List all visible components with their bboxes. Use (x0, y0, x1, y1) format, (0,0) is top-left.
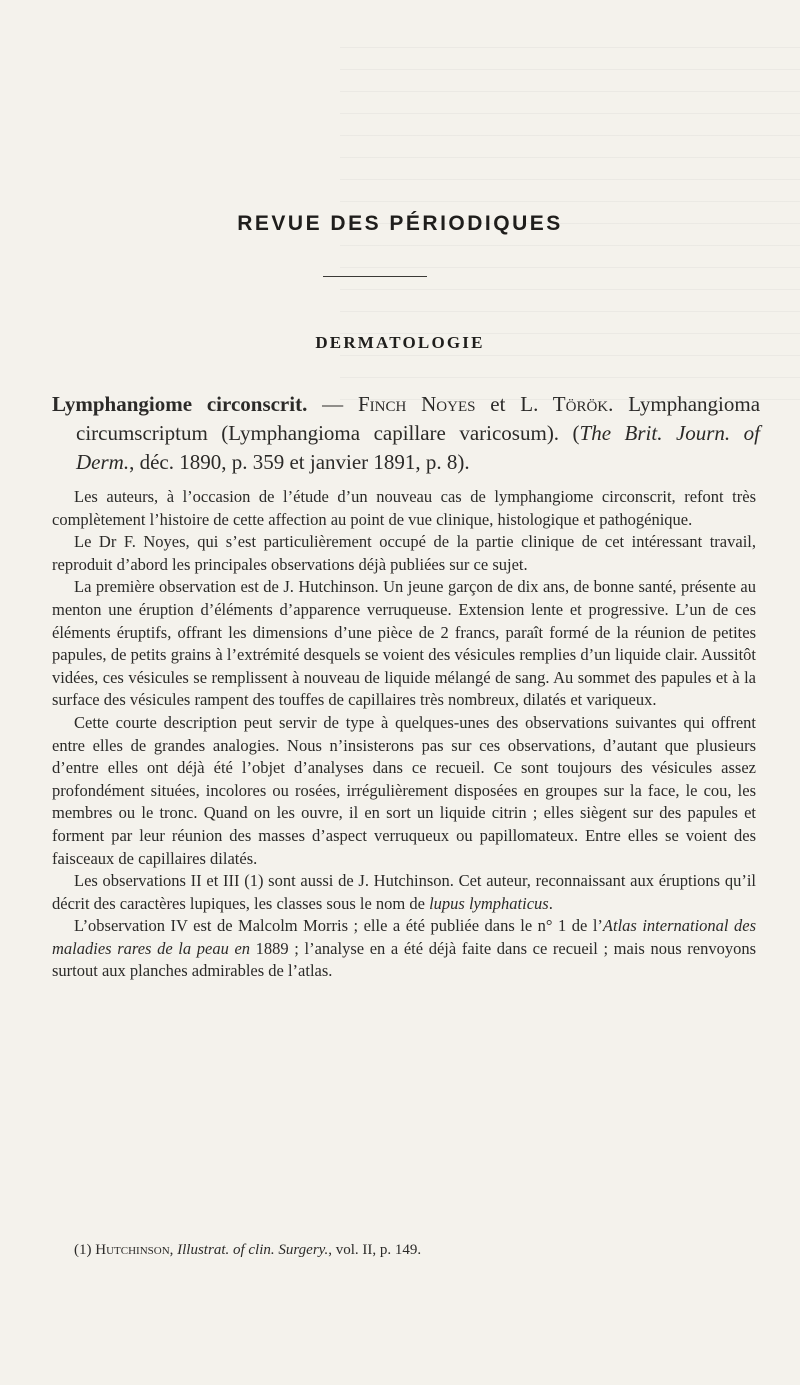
author-torok: L. Török (520, 392, 609, 416)
title-dash: — (307, 392, 358, 416)
article-heading (52, 390, 760, 477)
p6-text-start: L’observation IV est de Malcolm Morris ; elle a été publiée dans le n° 1 de l’ (74, 916, 603, 936)
page-title: REVUE DES PÉRIODIQUES (237, 212, 563, 235)
author-noyes: Finch Noyes (357, 392, 476, 416)
article-body (52, 486, 756, 983)
footnote-marker: (1) (74, 1242, 96, 1258)
article-subtitle: . Lymphangioma circumscriptum (Lymphangioma capillare varicosum). ( (76, 392, 761, 445)
title-divider (323, 276, 427, 277)
p6-text-end: 1889 ; l’analyse en a été déjà faite dans ce recueil ; mais nous renvoyons surtout aux planches admirables de l’atlas. (52, 938, 757, 981)
author-conjunction: et (475, 392, 521, 416)
journal-name: The Brit. Journ. of Derm. (76, 421, 761, 474)
paragraph-noyes: Le Dr F. Noyes, qui s’est particulièrement occupé de la partie clinique de cet intéressant travail, reproduit d’abord les principales observations déjà publiées sur ce sujet. (52, 532, 756, 574)
article-title: Lymphangiome circonscrit. (52, 392, 308, 416)
footnote-separator: , (169, 1242, 178, 1258)
section-heading: DERMATOLOGIE (315, 333, 485, 352)
paragraph-observation-4 (52, 915, 756, 983)
footnote-work: Illustrat. of clin. Surgery. (177, 1242, 329, 1258)
lupus-lymphaticus-term: lupus lymphaticus (429, 893, 549, 913)
paragraph-observations-2-3 (52, 870, 756, 915)
footnote-author: Hutchinson (95, 1242, 170, 1258)
footnote-details: , vol. II, p. 149. (328, 1242, 422, 1258)
p5-text-start: Les observations II et III (1) sont aussi de J. Hutchinson. Cet auteur, reconnaissant aux éruptions qu’il décrit des caractères lupiques, les classes sous le nom de (52, 871, 756, 913)
atlas-title: Atlas international des maladies rares de la peau en (52, 916, 756, 958)
p5-text-end: . (548, 893, 553, 913)
paragraph-first-observation: La première observation est de J. Hutchinson. Un jeune garçon de dix ans, de bonne santé, présente au menton une éruption d’éléments d’apparence verruqueuse. Extension lente et progressive. L’un de ces éléments éruptifs, offrant les dimensions d’une pièce de 2 francs, paraît formé de la réunion de petites papules, de petits grains à l’extrémité desquels se voient des vésicules remplies d’un liquide clair. Aussitôt vidées, ces vésicules se remplissent à nouveau de liquide mélangé de sang. Au sommet des papules et à la surface des vésicules rampent des touffes de capillaires très nombreux, dilatés et variqueux. (52, 577, 756, 710)
paragraph-description-type: Cette courte description peut servir de type à quelques-unes des observations suivantes qui offrent entre elles de grandes analogies. Nous n’insisterons pas sur ces observations, d’autant que plusieurs d’entre elles ont déjà été l’objet d’analyses dans ce recueil. Ce sont toujours des vésicules assez profondément situées, incolores ou rosées, irrégulièrement disposées en groupes sur la face, le cou, les membres ou le tronc. Quand on les ouvre, il en sort un liquide citrin ; elles siègent sur des papules et forment par leur réunion des masses d’aspect verruqueux ou papillomateux. Entre elles se voient des faisceaux de capillaires dilatés. (52, 712, 756, 868)
citation-details: , déc. 1890, p. 359 et janvier 1891, p. 8). (129, 450, 470, 474)
paragraph-intro: Les auteurs, à l’occasion de l’étude d’un nouveau cas de lymphangiome circonscrit, refont très complètement l’histoire de cette affection au point de vue clinique, histologique et pathogénique. (52, 487, 756, 529)
footnote (74, 1240, 764, 1260)
